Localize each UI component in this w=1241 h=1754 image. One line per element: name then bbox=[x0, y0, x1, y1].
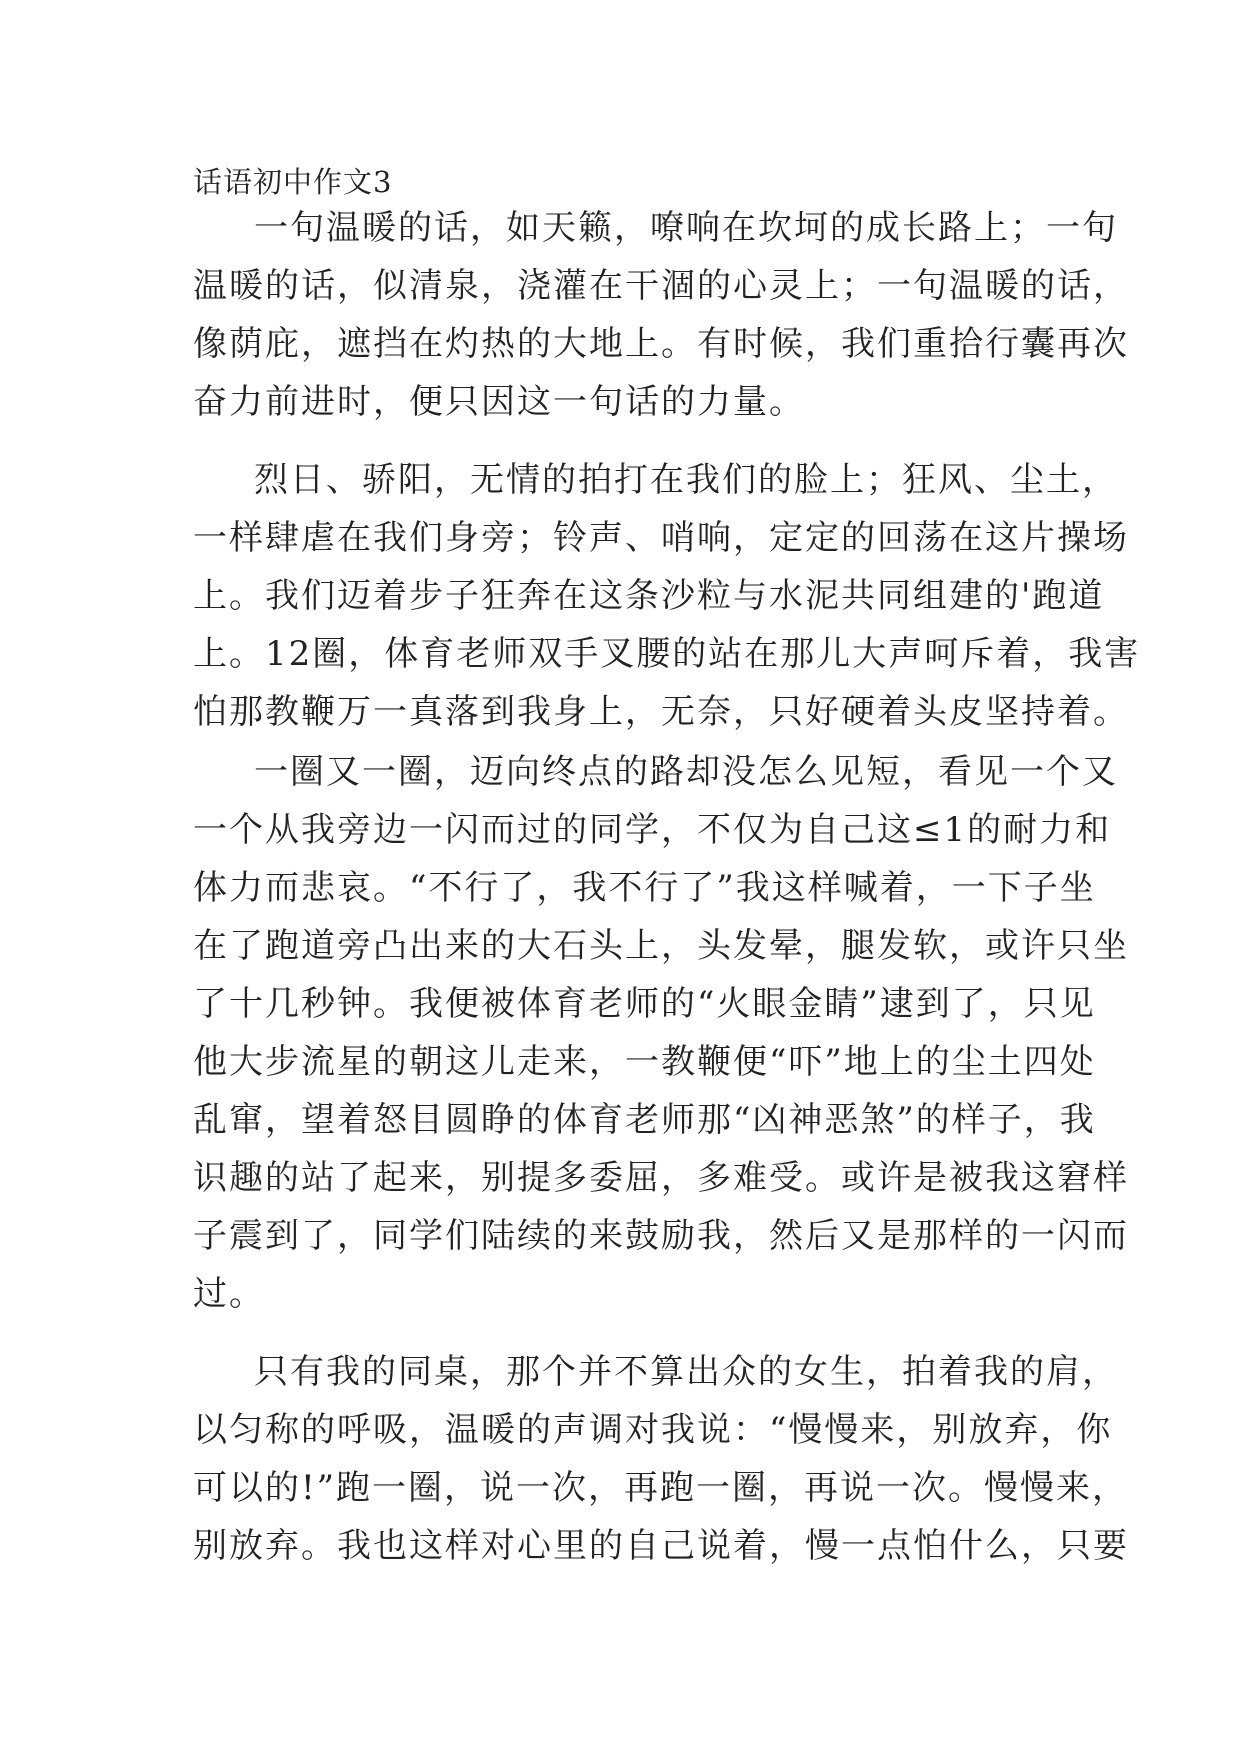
paragraph-4-line-3: 可以的!”跑一圈，说一次，再跑一圈，再说一次。慢慢来， bbox=[193, 1468, 1129, 1508]
paragraph-3-line-2: 一个从我旁边一闪而过的同学，不仅为自己这≤1的耐力和 bbox=[193, 810, 1112, 850]
paragraph-1-line-4: 奋力前进时，便只因这一句话的力量。 bbox=[193, 382, 805, 422]
paragraph-3-line-9: 子震到了，同学们陆续的来鼓励我，然后又是那样的一闪而 bbox=[193, 1216, 1129, 1256]
paragraph-3-line-7: 乱窜，望着怒目圆睁的体育老师那“凶神恶煞”的样子，我 bbox=[193, 1100, 1096, 1140]
paragraph-2-line-5: 怕那教鞭万一真落到我身上，无奈，只好硬着头皮坚持着。 bbox=[193, 692, 1129, 732]
paragraph-3-line-10: 过。 bbox=[193, 1274, 265, 1314]
paragraph-4-line-1: 只有我的同桌，那个并不算出众的女生，拍着我的肩， bbox=[254, 1352, 1118, 1392]
paragraph-3-line-1: 一圈又一圈，迈向终点的路却没怎么见短，看见一个又 bbox=[254, 752, 1118, 792]
paragraph-3-line-5: 了十几秒钟。我便被体育老师的“火眼金睛”逮到了，只见 bbox=[193, 984, 1096, 1024]
paragraph-3-line-3: 体力而悲哀。“不行了，我不行了”我这样喊着，一下子坐 bbox=[193, 868, 1096, 908]
paragraph-3-line-6: 他大步流星的朝这儿走来，一教鞭便“吓”地上的尘土四处 bbox=[193, 1042, 1096, 1082]
paragraph-4-line-2: 以匀称的呼吸，温暖的声调对我说：“慢慢来，别放弃，你 bbox=[193, 1410, 1113, 1450]
document-title: 话语初中作文3 bbox=[193, 165, 393, 199]
paragraph-4-line-4: 别放弃。我也这样对心里的自己说着，慢一点怕什么，只要 bbox=[193, 1526, 1129, 1566]
paragraph-1-line-2: 温暖的话，似清泉，浇灌在干涸的心灵上；一句温暖的话， bbox=[193, 266, 1129, 306]
paragraph-3-line-8: 识趣的站了起来，别提多委屈，多难受。或许是被我这窘样 bbox=[193, 1158, 1129, 1198]
paragraph-2-line-1: 烈日、骄阳，无情的拍打在我们的脸上；狂风、尘土， bbox=[254, 460, 1118, 500]
paragraph-3-line-4: 在了跑道旁凸出来的大石头上，头发晕，腿发软，或许只坐 bbox=[193, 926, 1129, 966]
paragraph-1-line-1: 一句温暖的话，如天籁，嘹响在坎坷的成长路上；一句 bbox=[254, 208, 1118, 248]
paragraph-1-line-3: 像荫庇，遮挡在灼热的大地上。有时候，我们重拾行囊再次 bbox=[193, 324, 1129, 364]
paragraph-2-line-3: 上。我们迈着步子狂奔在这条沙粒与水泥共同组建的'跑道 bbox=[193, 576, 1105, 616]
paragraph-2-line-2: 一样肆虐在我们身旁；铃声、哨响，定定的回荡在这片操场 bbox=[193, 518, 1129, 558]
paragraph-2-line-4: 上。12圈，体育老师双手叉腰的站在那儿大声呵斥着，我害 bbox=[193, 634, 1141, 674]
